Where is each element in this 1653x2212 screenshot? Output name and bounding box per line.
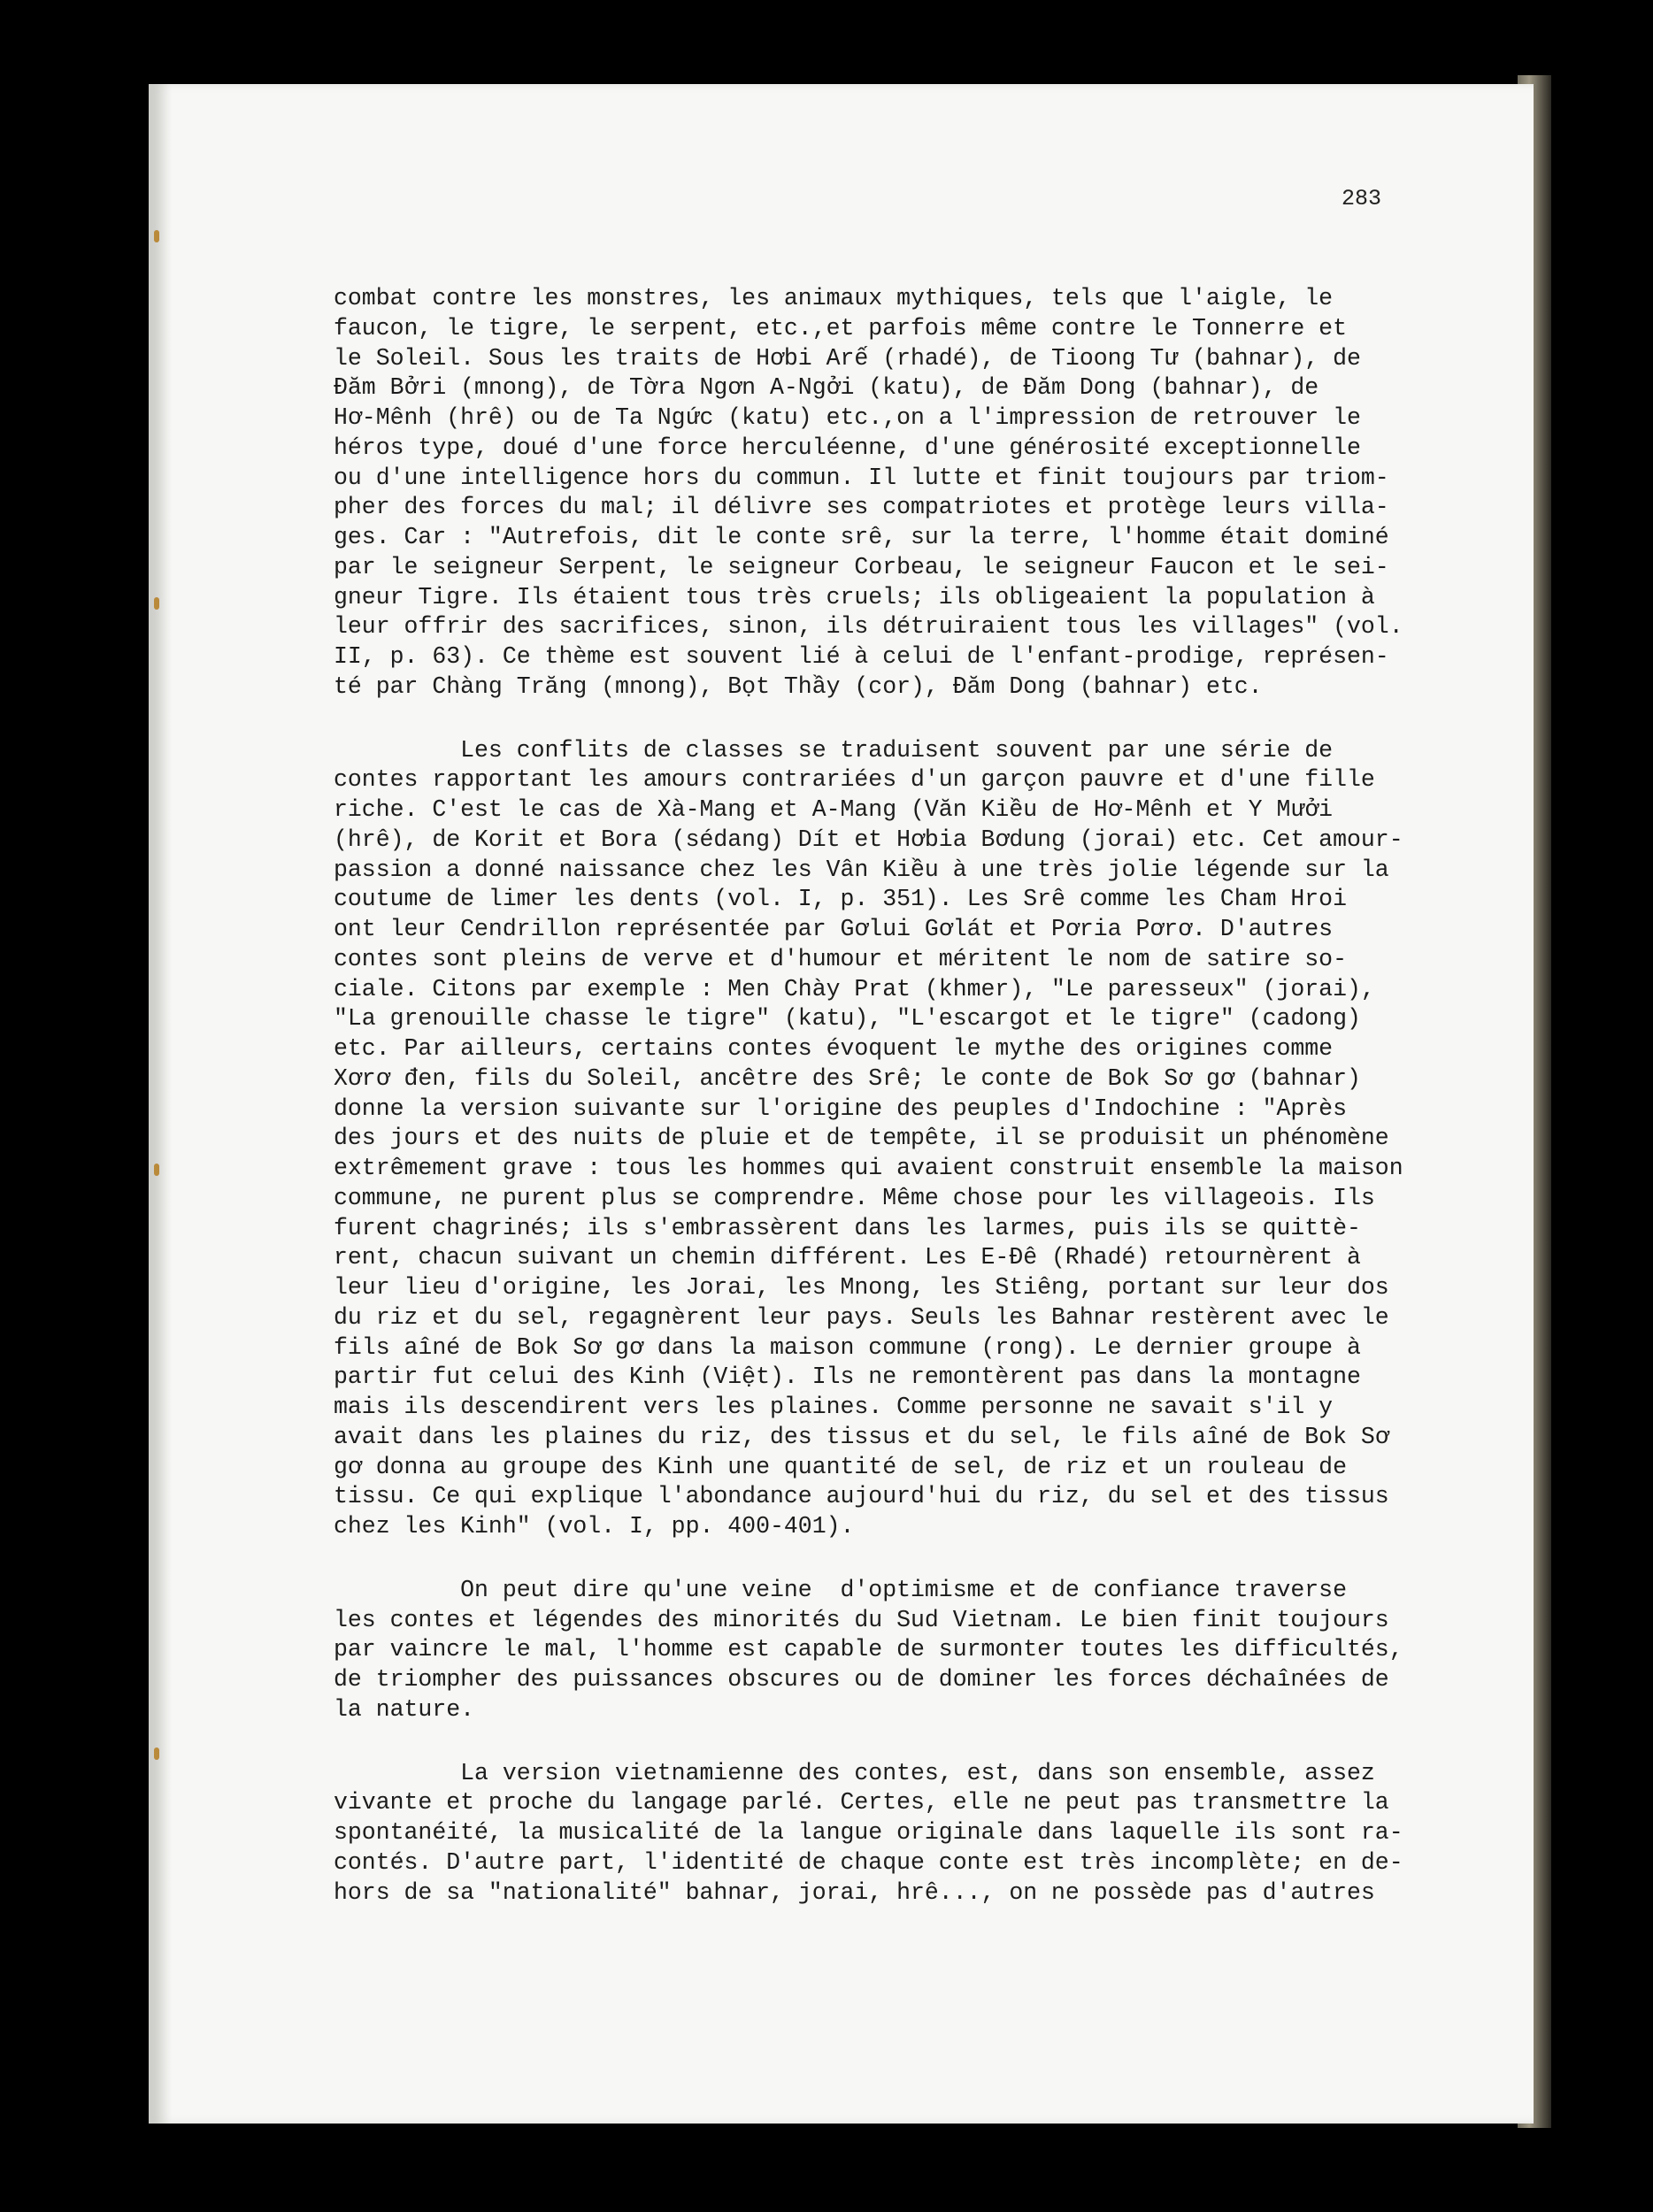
text-line: de triompher des puissances obscures ou de dominer les forces déchaînées de — [334, 1666, 1389, 1693]
text-line: leur offrir des sacrifices, sinon, ils détruiraient tous les villages" (vol. — [334, 613, 1403, 641]
text-line: fils aîné de Bok Sơ gơ dans la maison commune (rong). Le dernier groupe à — [334, 1333, 1361, 1361]
text-line: pher des forces du mal; il délivre ses compatriotes et protège leurs villa- — [334, 494, 1389, 521]
text-line: ou d'une intelligence hors du commun. Il lutte et finit toujours par triom- — [334, 464, 1389, 491]
staple-mark — [154, 1164, 159, 1176]
paragraph — [334, 736, 1484, 1542]
text-line: II, p. 63). Ce thème est souvent lié à celui de l'enfant-prodige, représen- — [334, 643, 1389, 670]
text-line: commune, ne purent plus se comprendre. Même chose pour les villageois. Ils — [334, 1184, 1375, 1211]
text-line: les contes et légendes des minorités du Sud Vietnam. Le bien finit toujours — [334, 1606, 1389, 1633]
text-line: gơ donna au groupe des Kinh une quantité de sel, de riz et un rouleau de — [334, 1453, 1347, 1480]
text-line: héros type, doué d'une force herculéenne, d'une générosité exceptionnelle — [334, 434, 1361, 461]
body-text — [334, 284, 1484, 1908]
text-line: ont leur Cendrillon représentée par Gơlui Gơlát et Pơria Pơrơ. D'autres — [334, 916, 1334, 942]
text-line: Đăm Bởri (mnong), de Tờra Ngơn A-Ngởi (katu), de Đăm Dong (bahnar), de — [334, 374, 1319, 402]
text-line: té par Chàng Trăng (mnong), Bọt Thầy (cor), Đăm Dong (bahnar) etc. — [334, 672, 1263, 700]
text-line: partir fut celui des Kinh (Việt). Ils ne remontèrent pas dans la montagne — [334, 1363, 1361, 1391]
text-line: hors de sa "nationalité" bahnar, jorai, hrê..., on ne possède pas d'autres — [334, 1878, 1375, 1906]
paragraph-gap — [334, 1542, 1484, 1576]
paragraph-gap — [334, 703, 1484, 736]
text-line: ges. Car : "Autrefois, dit le conte srê, sur la terre, l'homme était dominé — [334, 524, 1389, 550]
text-line: contes rapportant les amours contrariées d'un garçon pauvre et d'une fille — [334, 766, 1375, 794]
text-line: ciale. Citons par exemple : Men Chày Prat (khmer), "Le paresseux" (jorai), — [334, 975, 1375, 1002]
paragraph — [334, 284, 1484, 703]
text-line: Hơ-Mênh (hrê) ou de Ta Ngức (katu) etc.,on a l'impression de retrouver le — [334, 404, 1361, 431]
text-line: La version vietnamienne des contes, est, dans son ensemble, assez — [334, 1759, 1375, 1786]
text-line: (hrê), de Korit et Bora (sédang) Dít et Hơbia Bơdung (jorai) etc. Cet amour- — [334, 826, 1403, 853]
text-line: contés. D'autre part, l'identité de chaque conte est très incomplète; en de- — [334, 1848, 1403, 1876]
text-line: Les conflits de classes se traduisent souvent par une série de — [334, 736, 1334, 764]
staple-mark — [154, 230, 159, 242]
text-line: tissu. Ce qui explique l'abondance aujourd'hui du riz, du sel et des tissus — [334, 1483, 1389, 1510]
text-line: etc. Par ailleurs, certains contes évoquent le mythe des origines comme — [334, 1035, 1334, 1062]
scanned-page — [149, 84, 1534, 2124]
text-line: Xơrơ đen, fils du Soleil, ancêtre des Srê; le conte de Bok Sơ gơ (bahnar) — [334, 1064, 1361, 1092]
text-line: furent chagrinés; ils s'embrassèrent dans les larmes, puis ils se quittè- — [334, 1214, 1361, 1241]
text-line: mais ils descendirent vers les plaines. Comme personne ne savait s'il y — [334, 1394, 1334, 1420]
page-number: 283 — [1342, 186, 1382, 211]
paragraph — [334, 1759, 1484, 1909]
staple-mark — [154, 597, 159, 610]
text-line: avait dans les plaines du riz, des tissus et du sel, le fils aîné de Bok Sơ — [334, 1423, 1389, 1450]
text-line: par vaincre le mal, l'homme est capable de surmonter toutes les difficultés, — [334, 1636, 1403, 1663]
text-line: le Soleil. Sous les traits de Hơbi Arế (rhadé), de Tioong Tư (bahnar), de — [334, 344, 1361, 372]
text-line: faucon, le tigre, le serpent, etc.,et parfois même contre le Tonnerre et — [334, 314, 1347, 342]
text-line: par le seigneur Serpent, le seigneur Corbeau, le seigneur Faucon et le sei- — [334, 553, 1389, 580]
paragraph — [334, 1576, 1484, 1725]
text-line: chez les Kinh" (vol. I, pp. 400-401). — [334, 1513, 855, 1540]
text-line: riche. C'est le cas de Xà-Mang et A-Mang (Văn Kiều de Hơ-Mênh et Y Mưởi — [334, 796, 1334, 823]
text-line: "La grenouille chasse le tigre" (katu), "L'escargot et le tigre" (cadong) — [334, 1005, 1361, 1033]
text-line: du riz et du sel, regagnèrent leur pays. Seuls les Bahnar restèrent avec le — [334, 1303, 1389, 1331]
spine-shadow — [149, 84, 172, 2124]
text-line: vivante et proche du langage parlé. Certes, elle ne peut pas transmettre la — [334, 1789, 1389, 1816]
text-line: la nature. — [334, 1695, 475, 1723]
staple-mark — [154, 1747, 159, 1760]
paragraph-gap — [334, 1725, 1484, 1759]
text-line: extrêmement grave : tous les hommes qui avaient construit ensemble la maison — [334, 1155, 1403, 1181]
text-line: combat contre les monstres, les animaux mythiques, tels que l'aigle, le — [334, 285, 1334, 311]
text-line: des jours et des nuits de pluie et de tempête, il se produisit un phénomène — [334, 1125, 1389, 1152]
text-line: contes sont pleins de verve et d'humour et méritent le nom de satire so- — [334, 945, 1347, 972]
text-line: passion a donné naissance chez les Vân Kiều à une très jolie légende sur la — [334, 856, 1389, 883]
text-line: donne la version suivante sur l'origine des peuples d'Indochine : "Après — [334, 1094, 1347, 1122]
text-line: gneur Tigre. Ils étaient tous très cruels; ils obligeaient la population à — [334, 583, 1375, 611]
text-line: rent, chacun suivant un chemin différent. Les E-Đê (Rhadé) retournèrent à — [334, 1244, 1361, 1271]
text-line: leur lieu d'origine, les Jorai, les Mnong, les Stiêng, portant sur leur dos — [334, 1274, 1389, 1301]
text-line: coutume de limer les dents (vol. I, p. 351). Les Srê comme les Cham Hroi — [334, 886, 1347, 913]
text-line: On peut dire qu'une veine d'optimisme et de confiance traverse — [334, 1576, 1347, 1603]
text-line: spontanéité, la musicalité de la langue originale dans laquelle ils sont ra- — [334, 1819, 1403, 1846]
